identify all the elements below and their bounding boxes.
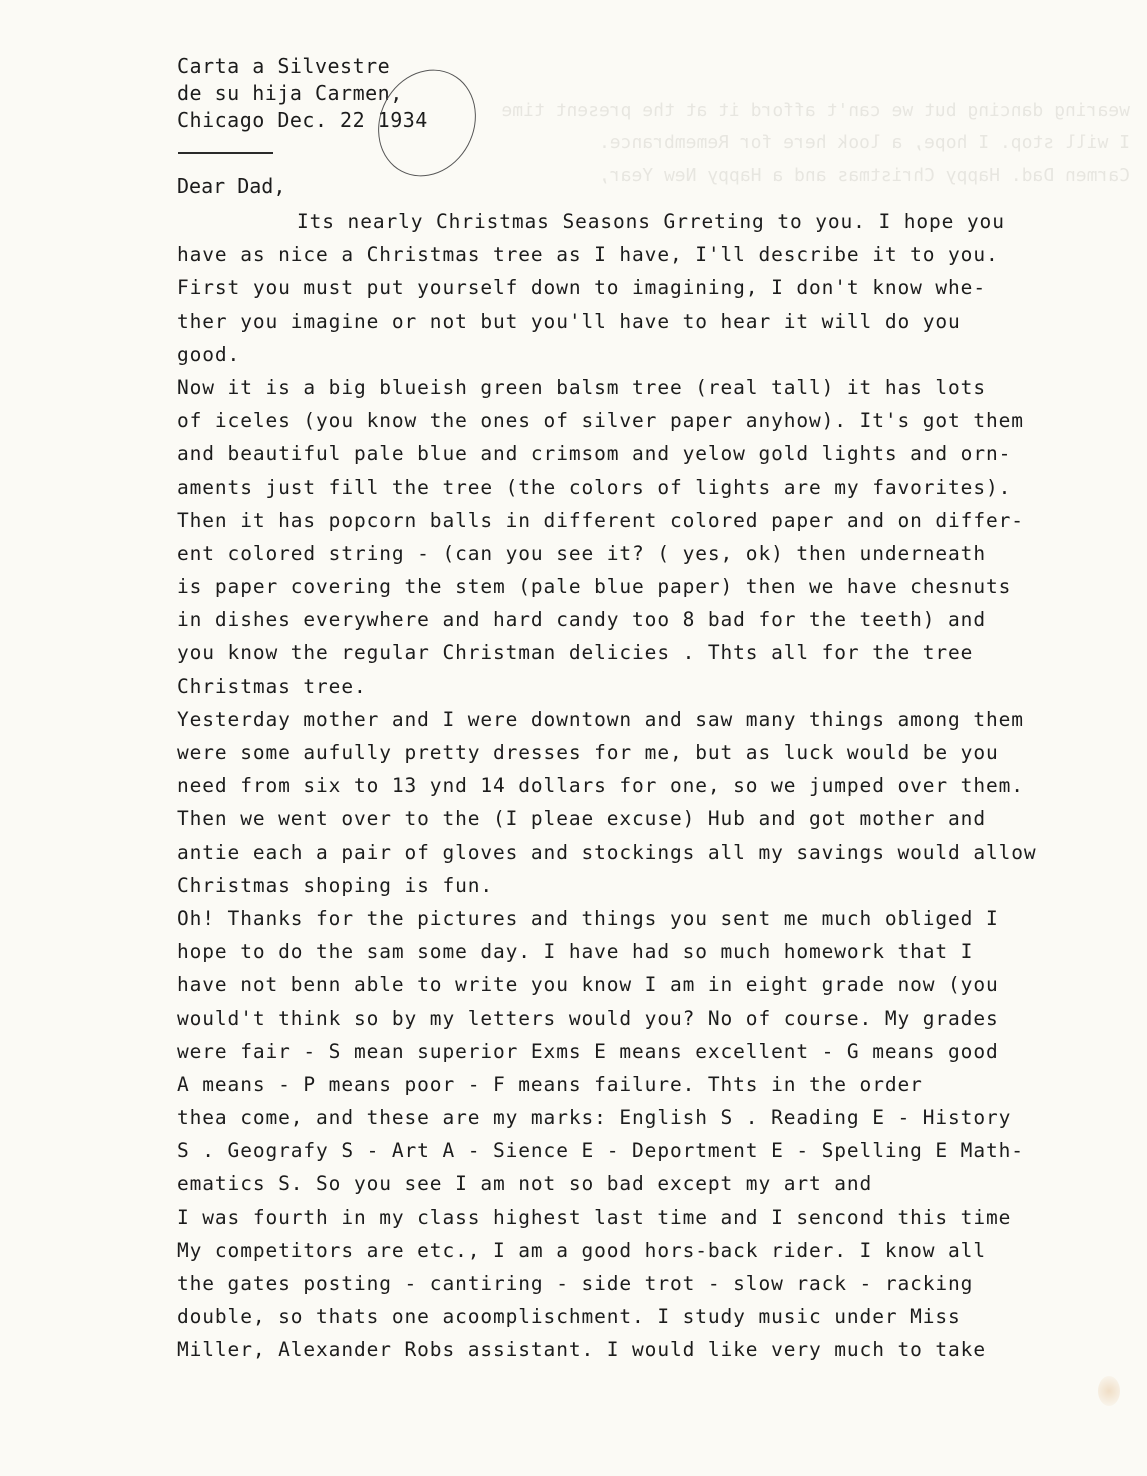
header-line: Carta a Silvestre [177,54,391,78]
body-line: you know the regular Christman delicies . Thts all for the tree [177,641,974,665]
body-line: of iceles (you know the ones of silver paper anyhow). It's got them [177,409,1024,433]
body-line: the gates posting - cantiring - side trot - slow rack - racking [177,1272,974,1295]
body-line: A means - P means poor - F means failure. Thts in the order [177,1072,923,1096]
salutation: Dear Dad, [177,174,286,198]
body-line: Now it is a big blueish green balsm tree (real tall) it has lots [177,375,986,399]
header-underline [178,152,273,154]
body-line: aments just fill the tree (the colors of lights are my favorites). [177,475,1012,499]
body-line: My competitors are etc., I am a good hors-back rider. I know all [177,1238,986,1262]
bleed-through-line: Carmen Dad. Happy Christmas and a Happy New Year, [598,165,1130,186]
body-line: Its nearly Christmas Seasons Grreting to you. I hope you [297,210,1005,233]
body-line: have not benn able to write you know I am in eight grade now (you [177,973,999,997]
body-line: Miller, Alexander Robs assistant. I would like very much to take [177,1338,986,1362]
body-line: need from six to 13 ynd 14 dollars for one, so we jumped over them. [177,774,1024,798]
header-line: Chicago Dec. 22 1934 [177,108,428,132]
bleed-through-line: wearing dancing but we can't afford it at the present time [501,100,1130,121]
paper-stain [1098,1376,1120,1406]
body-line: in dishes everywhere and hard candy too 8 bad for the teeth) and [177,608,986,632]
letter-body [177,205,1097,1367]
body-line: were some aufully pretty dresses for me, but as luck would be you [177,741,999,764]
body-line: First you must put yourself down to imagining, I don't know whe- [177,276,986,300]
body-line: Then it has popcorn balls in different colored paper and on differ- [177,508,1024,532]
body-line: S . Geografy S - Art A - Sience E - Deportment E - Spelling E Math- [177,1139,1024,1163]
body-line: hope to do the sam some day. I have had so much homework that I [177,940,974,964]
body-line: good. [177,342,241,366]
header-line: de su hija Carmen, [177,81,403,105]
body-line: and beautiful pale blue and crimsom and yelow gold lights and orn- [177,442,1012,466]
body-line: ther you imagine or not but you'll have to hear it will do you [177,309,961,333]
body-line: ent colored string - (can you see it? ( yes, ok) then underneath [177,541,986,565]
body-line: Yesterday mother and I were downtown and saw many things among them [177,707,1024,731]
body-line: thea come, and these are my marks: English S . Reading E - History [177,1106,1012,1130]
body-line: is paper covering the stem (pale blue paper) then we have chesnuts [177,575,1012,599]
body-line: would't think so by my letters would you? No of course. My grades [177,1006,999,1030]
body-line: Christmas shoping is fun. [177,873,493,897]
body-line: double, so thats one acoomplischment. I study music under Miss [177,1305,961,1329]
body-line: Then we went over to the (I pleae excuse) Hub and got mother and [177,807,986,831]
body-line: antie each a pair of gloves and stockings all my savings would allow [177,840,1037,864]
body-line: Christmas tree. [177,674,367,698]
bleed-through-line: I will stop. I hope, a look here for Remembrance. [598,132,1130,153]
body-line: I was fourth in my class highest last time and I sencond this time [177,1205,1012,1229]
body-line: ematics S. So you see I am not so bad except my art and [177,1172,873,1196]
body-line: Oh! Thanks for the pictures and things you sent me much obliged I [177,906,999,930]
body-line: have as nice a Christmas tree as I have, I'll describe it to you. [177,243,999,267]
body-line: were fair - S mean superior Exms E means excellent - G means good [177,1039,999,1063]
